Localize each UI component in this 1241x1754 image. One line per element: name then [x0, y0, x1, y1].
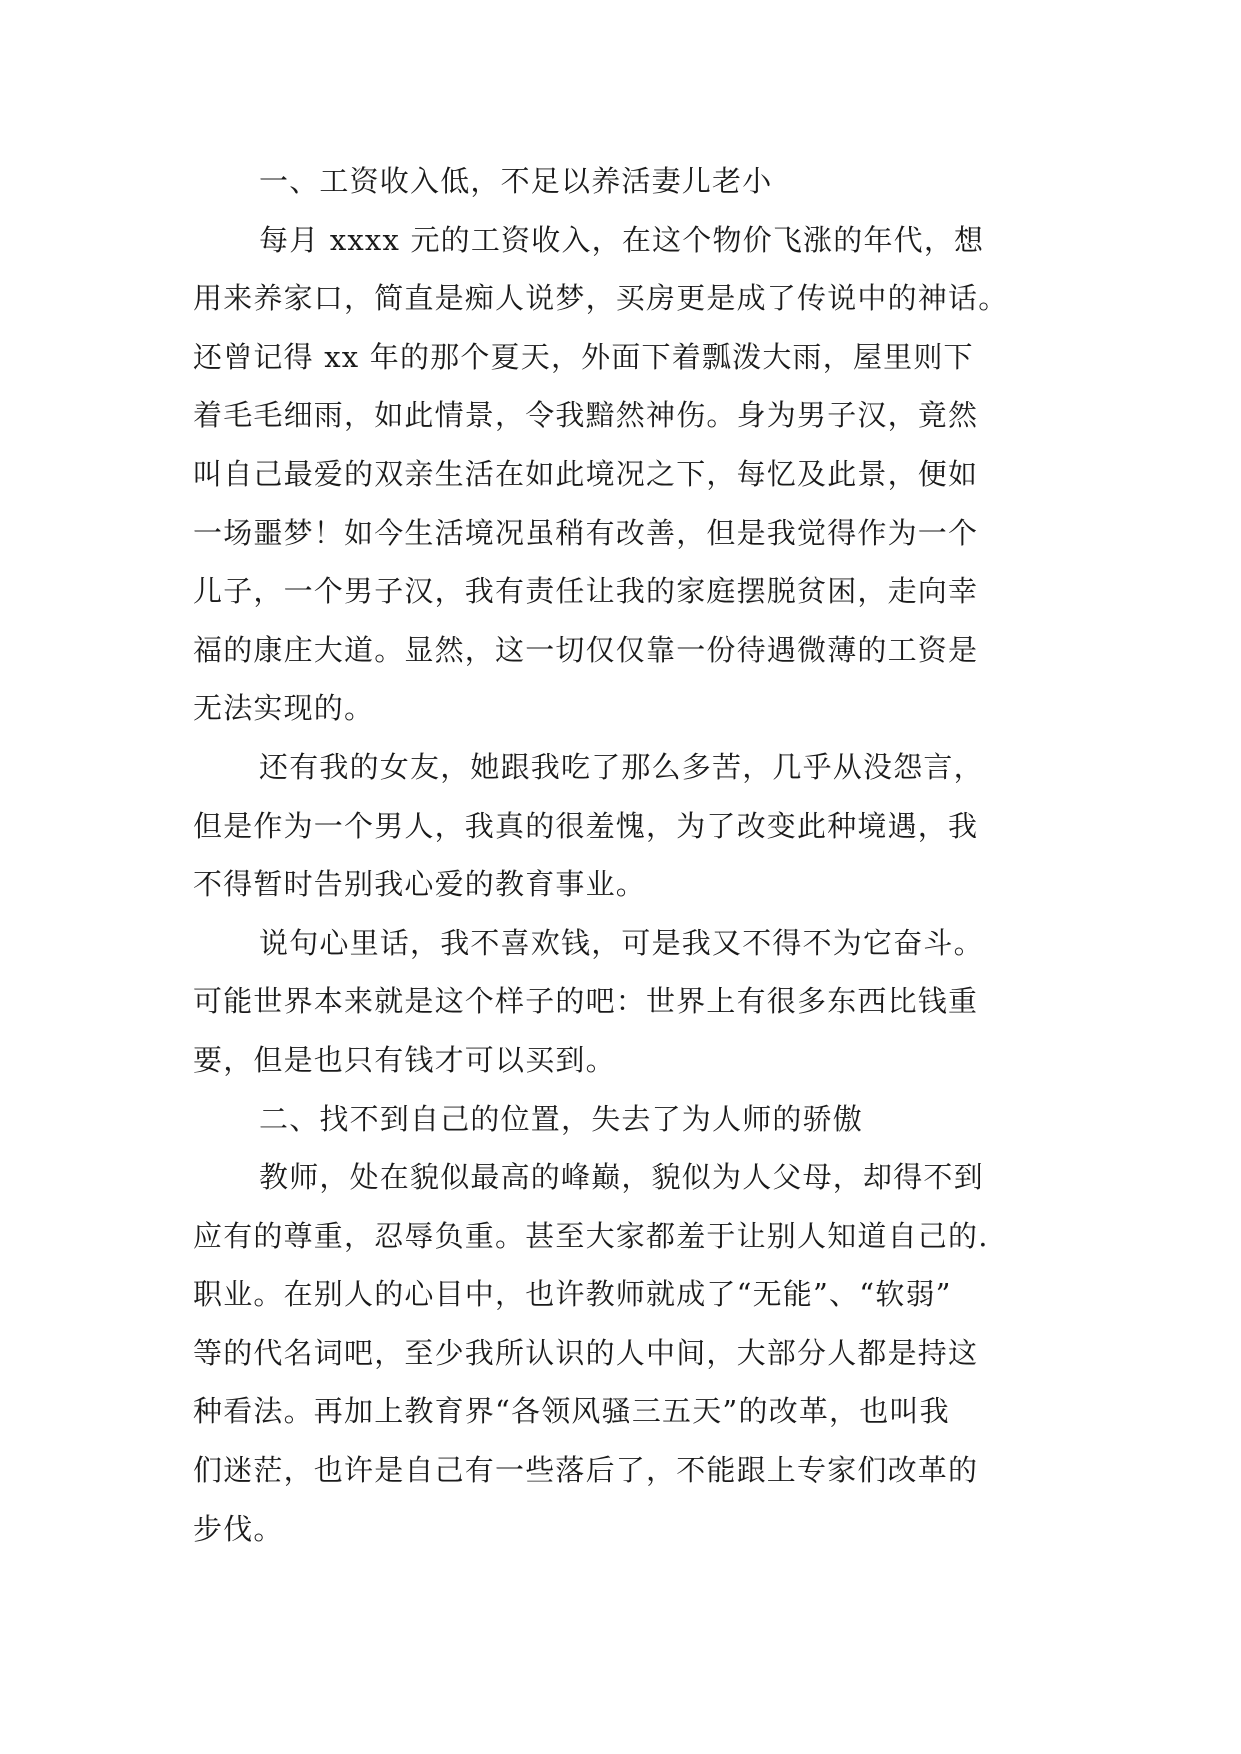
paragraph-line: 不得暂时告别我心爱的教育事业。 [193, 867, 647, 902]
section-heading-2: 二、找不到自己的位置，失去了为人师的骄傲 [259, 1101, 864, 1136]
paragraph-line: 无法实现的。 [193, 691, 375, 726]
paragraph-line: 可能世界本来就是这个样子的吧：世界上有很多东西比钱重 [193, 984, 979, 1019]
paragraph-line: 要，但是也只有钱才可以买到。 [193, 1042, 616, 1077]
paragraph-line: 步伐。 [193, 1511, 284, 1546]
paragraph-line: 说句心里话，我不喜欢钱，可是我又不得不为它奋斗。 [259, 925, 984, 960]
paragraph-line: 还曾记得 xx 年的那个夏天，外面下着瓢泼大雨，屋里则下 [193, 339, 974, 374]
document-body [193, 152, 1073, 1558]
paragraph-line: 应有的尊重，忍辱负重。甚至大家都羞于让别人知道自己的. [193, 1218, 989, 1253]
paragraph-line: 每月 xxxx 元的工资收入，在这个物价飞涨的年代，想 [259, 222, 985, 257]
section-heading-1: 一、工资收入低，不足以养活妻儿老小 [259, 164, 773, 198]
paragraph-line: 儿子，一个男子汉，我有责任让我的家庭摆脱贫困，走向幸 [193, 574, 979, 609]
paragraph-line: 叫自己最爱的双亲生活在如此境况之下，每忆及此景，便如 [193, 456, 979, 491]
paragraph-line: 一场噩梦！如今生活境况虽稍有改善，但是我觉得作为一个 [193, 515, 979, 550]
paragraph-line: 着毛毛细雨，如此情景，令我黯然神伤。身为男子汉，竟然 [193, 398, 979, 433]
paragraph-line: 福的康庄大道。显然，这一切仅仅靠一份待遇微薄的工资是 [193, 632, 979, 667]
paragraph-line: 用来养家口，简直是痴人说梦，买房更是成了传说中的神话。 [193, 281, 1009, 316]
paragraph-line: 还有我的女友，她跟我吃了那么多苦，几乎从没怨言， [259, 749, 984, 784]
paragraph-line: 但是作为一个男人，我真的很羞愧，为了改变此种境遇，我 [193, 808, 979, 843]
paragraph-line: 等的代名词吧，至少我所认识的人中间，大部分人都是持这 [193, 1335, 979, 1370]
paragraph-line: 种看法。再加上教育界“各领风骚三五天”的改革，也叫我 [193, 1394, 950, 1429]
paragraph-line: 们迷茫，也许是自己有一些落后了，不能跟上专家们改革的 [193, 1453, 979, 1488]
paragraph-line: 教师，处在貌似最高的峰巅，貌似为人父母，却得不到 [259, 1160, 984, 1195]
paragraph-line: 职业。在别人的心目中，也许教师就成了“无能”、“软弱” [193, 1277, 952, 1312]
